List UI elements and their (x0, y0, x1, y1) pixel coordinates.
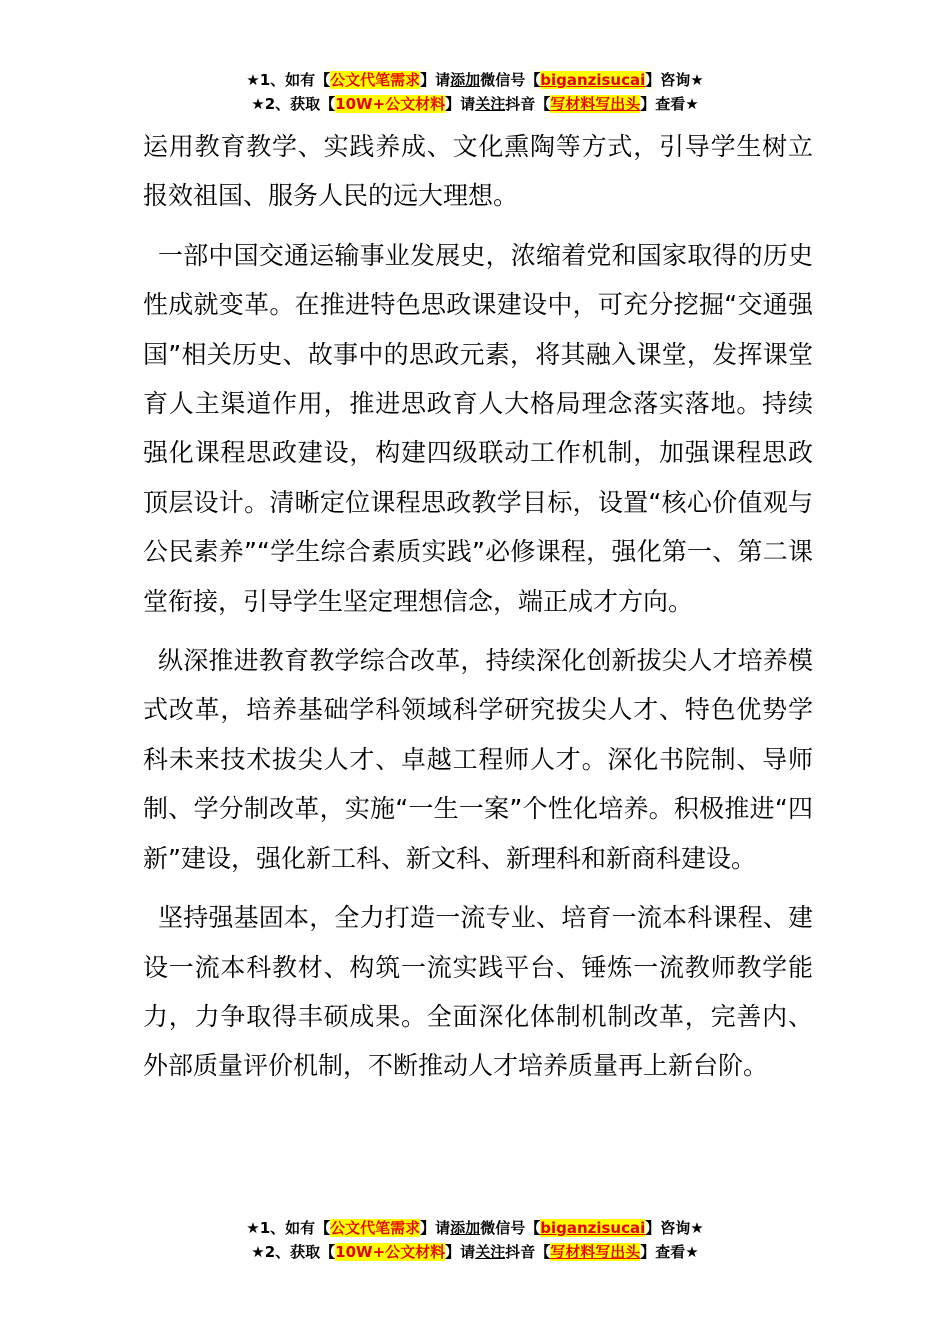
underlined-word: 关注 (475, 95, 506, 113)
paragraph: 坚持强基固本，全力打造一流专业、培育一流本科课程、建设一流本科教材、构筑一流实践平台、锤炼一流教师教学能力，力争取得丰硕成果。全面深化体制机制改革，完善内、外部质量评价机制，不断推动人才培养质量再上新台阶。 (143, 903, 813, 1081)
banner-line-1 (0, 1216, 950, 1240)
wechat-id-link[interactable]: biganzisucai (540, 1219, 646, 1237)
star-icon: ★ (246, 1219, 260, 1237)
paragraph: 纵深推进教育教学综合改革，持续深化创新拔尖人才培养模式改革，培养基础学科领域科学研究拔尖人才、特色优势学科未来技术拔尖人才、卓越工程师人才。深化书院制、导师制、学分制改革，实施“一生一案”个性化培养。积极推进“四新”建设，强化新工科、新文科、新理科和新商科建设。 (143, 646, 813, 873)
paragraph: 一部中国交通运输事业发展史，浓缩着党和国家取得的历史性成就变革。在推进特色思政课建设中，可充分挖掘“交通强国”相关历史、故事中的思政元素，将其融入课堂，发挥课堂育人主渠道作用，推进思政育人大格局理念落实落地。持续强化课程思政建设，构建四级联动工作机制，加强课程思政顶层设计。清晰定位课程思政教学目标，设置“核心价值观与公民素养”“学生综合素质实践”必修课程，强化第一、第二课堂衔接，引导学生坚定理想信念，端正成才方向。 (143, 240, 813, 616)
banner-text: 】咨询 (645, 1219, 691, 1237)
banner-text: 】请 (445, 95, 476, 113)
highlight-materials: 10W+公文材料 (335, 1243, 446, 1261)
underlined-word: 添加 (450, 1219, 481, 1237)
banner-text: 2、获取【 (264, 1243, 336, 1261)
banner-text: 1、如有【 (259, 1219, 331, 1237)
banner-text: 】请 (445, 1243, 476, 1261)
banner-line-1 (0, 68, 950, 92)
star-icon: ★ (685, 95, 699, 113)
banner-text: 微信号【 (480, 1219, 541, 1237)
star-icon: ★ (251, 1243, 265, 1261)
banner-text: 抖音【 (505, 95, 551, 113)
underlined-word: 关注 (475, 1243, 506, 1261)
paragraph: 运用教育教学、实践养成、文化熏陶等方式，引导学生树立报效祖国、服务人民的远大理想。 (143, 132, 813, 211)
banner-text: 抖音【 (505, 1243, 551, 1261)
banner-text: 】请 (420, 71, 451, 89)
top-banner (0, 68, 950, 116)
highlight-service: 公文代笔需求 (330, 1219, 421, 1237)
star-icon: ★ (690, 1219, 704, 1237)
banner-line-2 (0, 92, 950, 116)
star-icon: ★ (246, 71, 260, 89)
banner-text: 】查看 (640, 95, 686, 113)
banner-text: 】咨询 (645, 71, 691, 89)
document-body (143, 122, 813, 1101)
wechat-id-link[interactable]: biganzisucai (540, 71, 646, 89)
banner-line-2 (0, 1240, 950, 1264)
banner-text: 微信号【 (480, 71, 541, 89)
douyin-account-link[interactable]: 写材料写出头 (550, 95, 641, 113)
banner-text: 2、获取【 (264, 95, 336, 113)
banner-text: 】查看 (640, 1243, 686, 1261)
bottom-banner (0, 1216, 950, 1264)
star-icon: ★ (690, 71, 704, 89)
star-icon: ★ (685, 1243, 699, 1261)
underlined-word: 添加 (450, 71, 481, 89)
star-icon: ★ (251, 95, 265, 113)
banner-text: 1、如有【 (259, 71, 331, 89)
highlight-materials: 10W+公文材料 (335, 95, 446, 113)
douyin-account-link[interactable]: 写材料写出头 (550, 1243, 641, 1261)
banner-text: 】请 (420, 1219, 451, 1237)
highlight-service: 公文代笔需求 (330, 71, 421, 89)
